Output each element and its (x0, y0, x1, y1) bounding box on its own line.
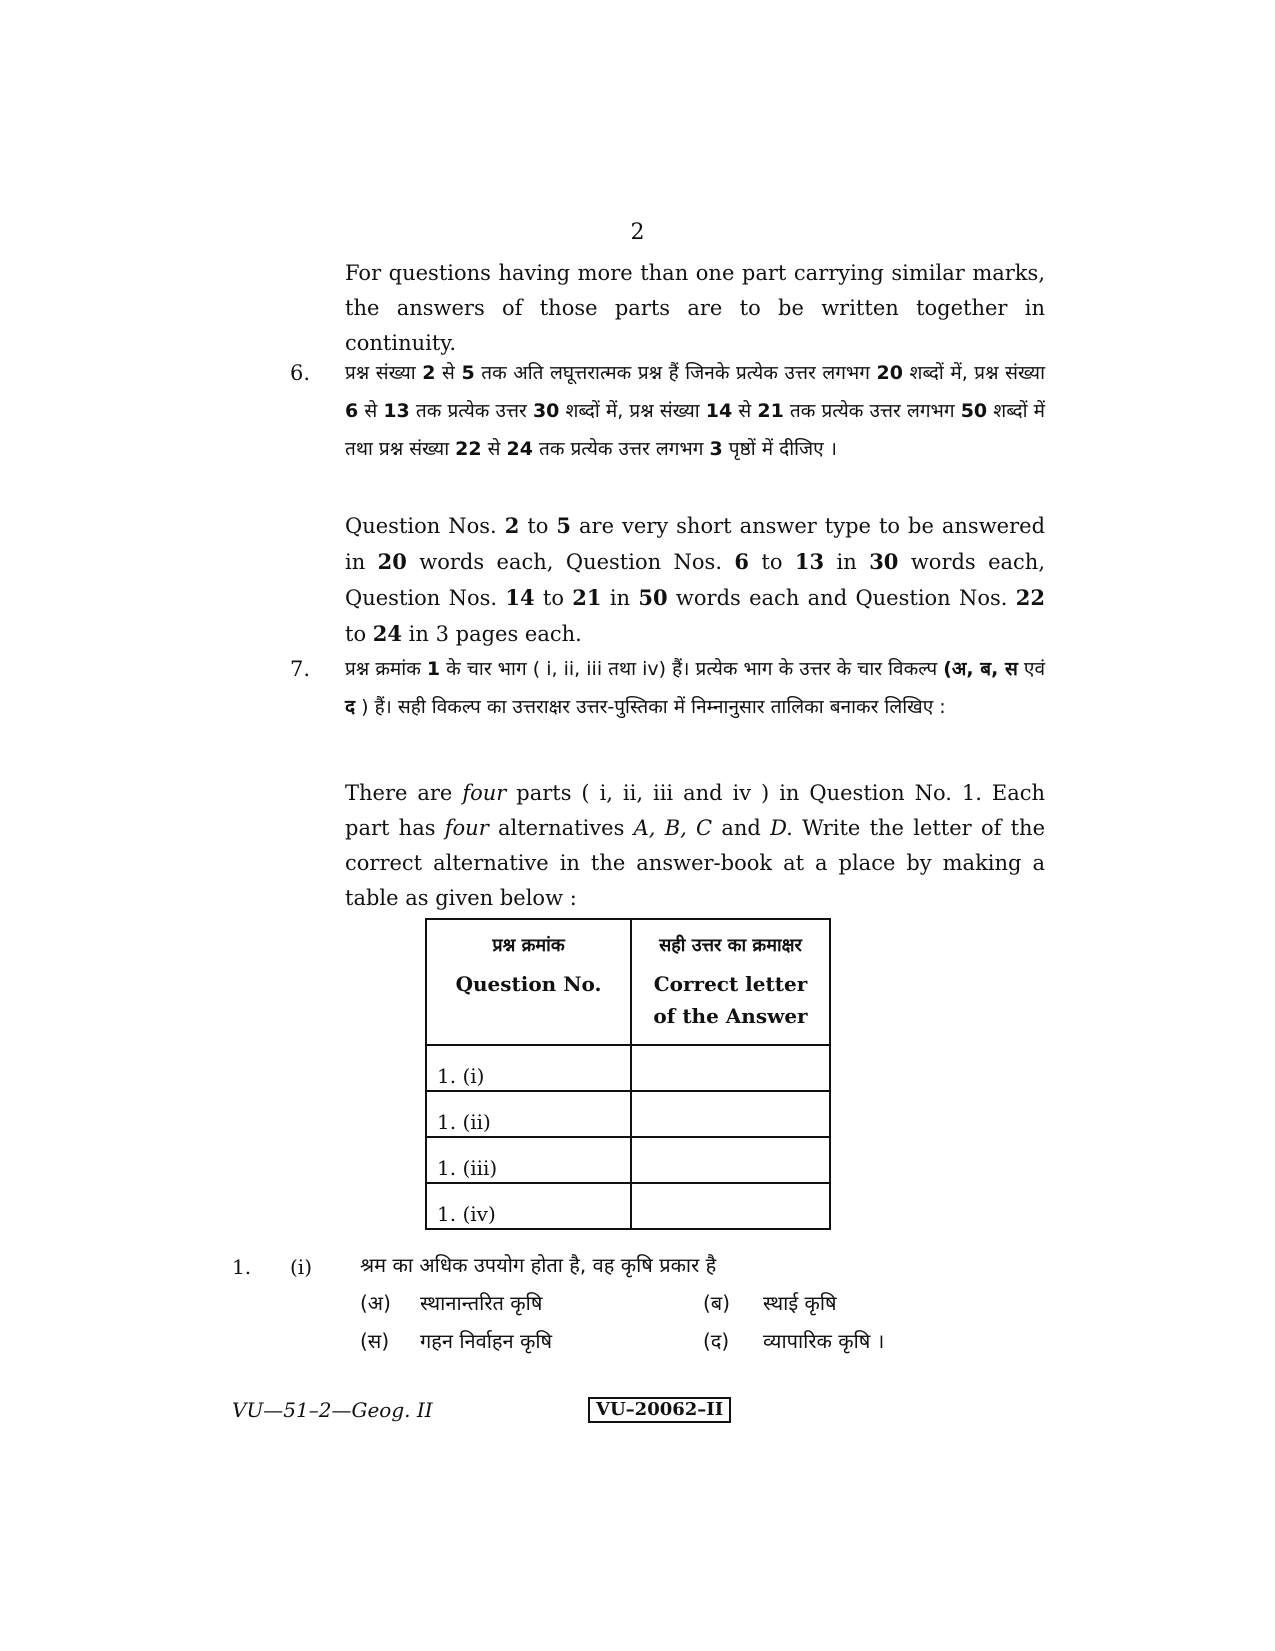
continuation-text: For questions having more than one part carrying similar marks, the answers of those parts are to be written together in continuity. (345, 261, 1045, 355)
table-header-question-no: प्रश्न क्रमांक Question No. (426, 919, 631, 1045)
option-c-label: (स) (360, 1329, 390, 1353)
table-cell-answer (631, 1137, 830, 1183)
option-d-label: (द) (703, 1329, 730, 1353)
table-header-row (426, 919, 830, 1045)
table-row (426, 1091, 830, 1137)
table-row (426, 1045, 830, 1091)
footer-paper-code: VU—51–2—Geog. II (232, 1398, 433, 1422)
table-header-correct-letter: सही उत्तर का क्रमाक्षर Correct letter of the Answer (631, 919, 830, 1045)
instruction-6-hindi: प्रश्न संख्या 2 से 5 तक अति लघूत्तरात्मक प्रश्न हैं जिनके प्रत्येक उत्तर लगभग 20 शब्दों में, प्रश्न संख्या 6 से 13 तक प्रत्येक उत्तर 30 शब्दों में, प्रश्न संख्या 14 से 21 तक प्रत्येक उत्तर लगभग 50 शब्दों में तथा प्रश्न संख्या 22 से 24 तक प्रत्येक उत्तर लगभग 3 पृष्ठों में दीजिए । (345, 362, 1046, 460)
question-1-part: (i) (290, 1255, 313, 1279)
instruction-6-english: Question Nos. 2 to 5 are very short answer type to be answered in 20 words each, Question Nos. 6 to 13 in 30 words each, Question Nos. 14 to 21 in 50 words each and Question Nos. 22 to 24 in 3 pages each. (345, 513, 1046, 646)
table-cell-answer (631, 1091, 830, 1137)
table-cell-question: 1. (iii) (426, 1137, 631, 1183)
option-c-text: गहन निर्वाहन कृषि (420, 1329, 553, 1353)
page-number: 2 (630, 220, 645, 245)
table-cell-question: 1. (ii) (426, 1091, 631, 1137)
question-1-stem: श्रम का अधिक उपयोग होता है, वह कृषि प्रकार है (360, 1253, 717, 1277)
table-cell-answer (631, 1183, 830, 1229)
question-1-number: 1. (232, 1255, 252, 1279)
table-cell-answer (631, 1045, 830, 1091)
table-row (426, 1183, 830, 1229)
answer-format-table (425, 918, 831, 1230)
instruction-7-english: There are four parts ( i, ii, iii and iv ) in Question No. 1. Each part has four alternatives A, B, C and D. Write the letter of the correct alternative in the answer-book at a place by making a table as given below : (345, 781, 1046, 910)
table-row (426, 1137, 830, 1183)
instruction-7-hindi: प्रश्न क्रमांक 1 के चार भाग ( i, ii, iii तथा iv) हैं। प्रत्येक भाग के उत्तर के चार विकल्प (अ, ब, स एवं द ) हैं। सही विकल्प का उत्तराक्षर उत्तर-पुस्तिका में निम्नानुसार तालिका बनाकर लिखिए : (345, 658, 1046, 718)
instruction-6-number: 6. (290, 361, 311, 385)
option-b-label: (ब) (703, 1291, 731, 1315)
option-b-text: स्थाई कृषि (763, 1291, 837, 1315)
table-cell-question: 1. (i) (426, 1045, 631, 1091)
option-a-label: (अ) (360, 1291, 391, 1315)
footer-boxed-code: VU–20062–II (588, 1397, 731, 1423)
table-cell-question: 1. (iv) (426, 1183, 631, 1229)
option-a-text: स्थानान्तरित कृषि (420, 1291, 543, 1315)
instruction-7-number: 7. (290, 657, 311, 681)
option-d-text: व्यापारिक कृषि । (763, 1329, 885, 1353)
